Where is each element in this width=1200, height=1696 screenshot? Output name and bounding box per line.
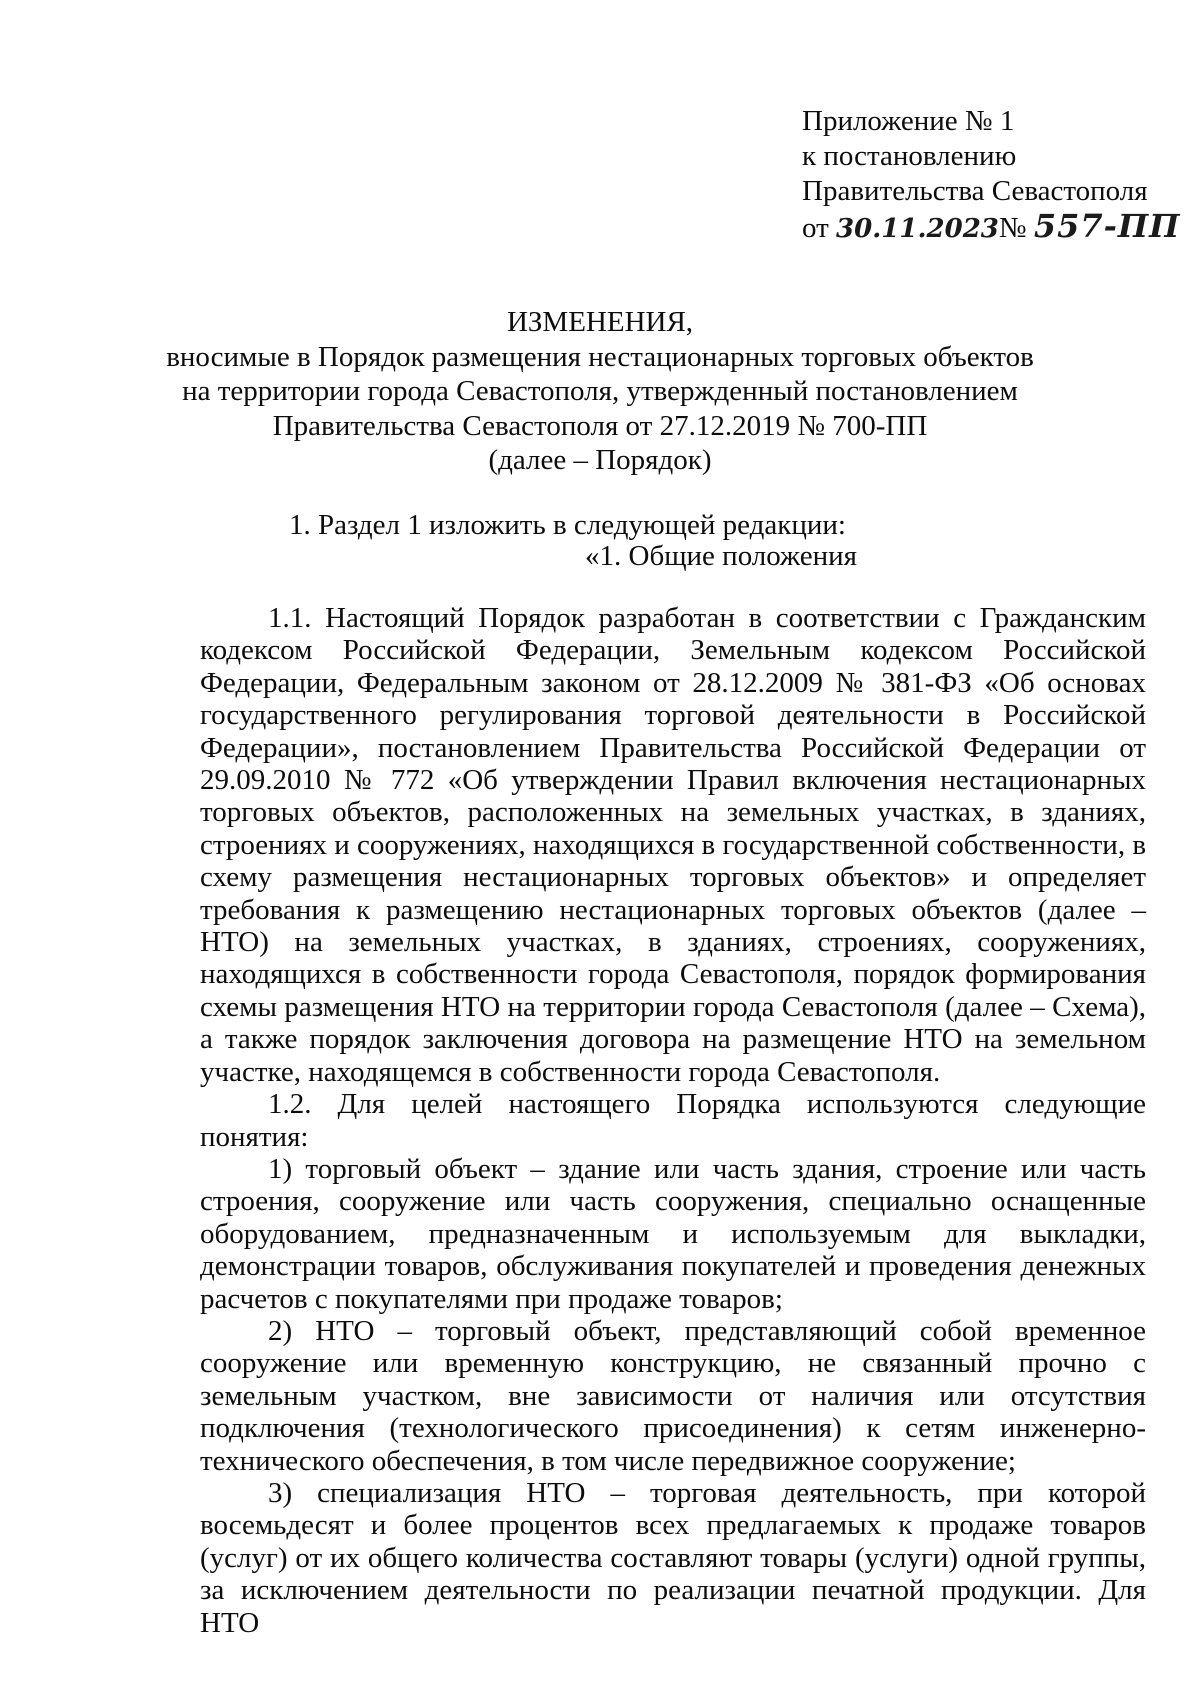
title-line-2: на территории города Севастополя, утвержденный постановлением (182, 375, 1018, 407)
document-body (200, 602, 1146, 1639)
appendix-block (802, 104, 1180, 247)
section-heading: «1. Общие положения (585, 540, 857, 572)
appendix-line-4 (802, 209, 1180, 247)
appendix-ot: от (802, 212, 829, 244)
document-title-block (0, 305, 1200, 478)
paragraph-def-1: 1) торговый объект – здание или часть здания, строение или часть строения, сооружение или часть сооружения, специально оснащенные оборудованием, предназначенным и используемым для выкладки, демонстрации товаров, обслуживания покупателей и проведения денежных расчетов с покупателями при продаже товаров; (200, 1152, 1146, 1315)
appendix-line-1: Приложение № 1 (802, 105, 1015, 137)
title-line-4: (далее – Порядок) (488, 444, 712, 476)
paragraph-def-2: 2) НТО – торговый объект, представляющий собой временное сооружение или временную конструкцию, не связанный прочно с земельным участком, вне зависимости от наличия или отсутствия подключения (технологического присоединения) к сетям инженерно-технического обеспечения, в том числе передвижное сооружение; (200, 1314, 1146, 1477)
title-line-3: Правительства Севастополя от 27.12.2019 № 700-ПП (272, 409, 928, 442)
paragraph-1-1: 1.1. Настоящий Порядок разработан в соответствии с Гражданским кодексом Российской Федерации, Земельным кодексом Российской Федерации, Федеральным законом от 28.12.2009 № 381-ФЗ «Об основах государственного регулирования торговой деятельности в Российской Федерации», постановлением Правительства Российской Федерации от 29.09.2010 № 772 «Об утверждении Правил включения нестационарных торговых объектов, расположенных на земельных участках, в зданиях, строениях и сооружениях, находящихся в государственной собственности, в схему размещения нестационарных торговых объектов» и определяет требования к размещению нестационарных торговых объектов (далее – НТО) на земельных участках, в зданиях, строениях, сооружениях, находящихся в собственности города Севастополя, порядок формирования схемы размещения НТО на территории города Севастополя (далее – Схема), а также порядок заключения договора на размещение НТО на земельном участке, находящемся в собственности города Севастополя. (200, 602, 1147, 1088)
paragraph-def-3: 3) специализация НТО – торговая деятельность, при которой восемьдесят и более процентов всех предлагаемых к продаже товаров (услуг) от их общего количества составляют товары (услуги) одной группы, за исключением деятельности по реализации печатной продукции. Для НТО (200, 1476, 1146, 1639)
document-heading: ИЗМЕНЕНИЯ, (506, 306, 694, 338)
paragraph-1-2: 1.2. Для целей настоящего Порядка используются следующие понятия: (200, 1088, 1146, 1153)
handwritten-date: 30.11.2023 (836, 214, 999, 244)
number-sign: № (998, 212, 1027, 244)
appendix-line-2: к постановлению (802, 140, 1017, 172)
appendix-line-3: Правительства Севастополя (802, 175, 1148, 207)
intro-item: 1. Раздел 1 изложить в следующей редакции: (289, 509, 846, 541)
handwritten-number: 557-ПП (1033, 207, 1181, 245)
title-line-1: вносимые в Порядок размещения нестационарных торговых объектов (166, 340, 1034, 373)
